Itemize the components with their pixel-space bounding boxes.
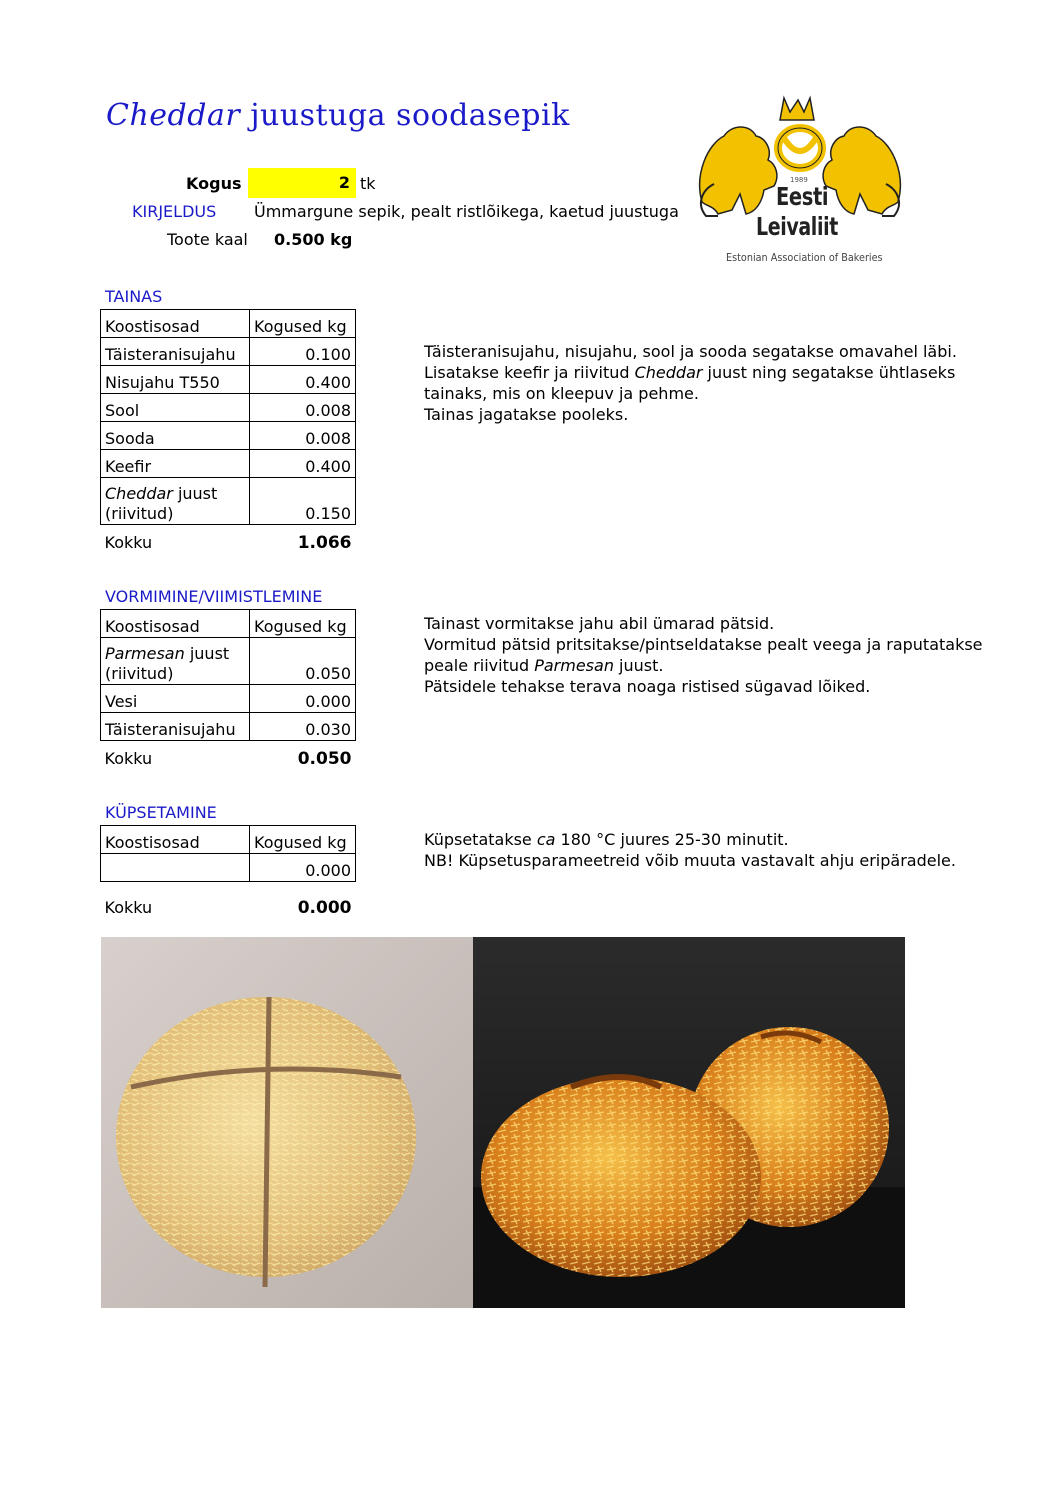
ingredient-qty: 0.008 bbox=[250, 394, 356, 422]
table-row bbox=[101, 638, 356, 685]
col-header-ingredients: Koostisosad bbox=[101, 826, 250, 854]
col-header-ingredients: Koostisosad bbox=[101, 610, 250, 638]
section-heading-vormimine: VORMIMINE/VIIMISTLEMINE bbox=[105, 587, 323, 606]
section-heading-kupsetamine: KÜPSETAMINE bbox=[105, 803, 217, 822]
section-heading-tainas: TAINAS bbox=[105, 287, 163, 306]
ingredient-qty: 0.008 bbox=[250, 422, 356, 450]
logo-line2: Leivaliit bbox=[756, 212, 838, 241]
method-text-vormimine: Tainast vormitakse jahu abil ümarad pätsid. Vormitud pätsid pritsitakse/pintseldatakse pealt veega ja raputatakse peale riivitud Parmesan juust. Pätsidele tehakse terava noaga ristised sügavad lõiked. bbox=[424, 614, 983, 696]
table-row bbox=[101, 854, 356, 882]
col-header-quantity: Kogused kg bbox=[250, 610, 356, 638]
col-header-quantity: Kogused kg bbox=[250, 826, 356, 854]
ingredient-name: Täisteranisujahu bbox=[101, 338, 250, 366]
ingredient-name: Täisteranisujahu bbox=[101, 713, 250, 741]
ingredients-table-tainas bbox=[100, 309, 356, 553]
table-row bbox=[101, 478, 356, 525]
ingredient-name: Sooda bbox=[101, 422, 250, 450]
ingredient-name: Nisujahu T550 bbox=[101, 366, 250, 394]
table-row bbox=[101, 338, 356, 366]
ingredient-qty: 0.000 bbox=[250, 685, 356, 713]
total-label: Kokku bbox=[104, 533, 153, 552]
total-label: Kokku bbox=[104, 898, 153, 917]
table-header bbox=[101, 310, 356, 338]
table-row bbox=[101, 422, 356, 450]
ingredient-qty: 0.050 bbox=[250, 638, 356, 685]
ingredient-name bbox=[101, 854, 250, 882]
ingredient-qty: 0.400 bbox=[250, 366, 356, 394]
table-total-row bbox=[101, 525, 356, 554]
bread-photo bbox=[101, 937, 905, 1308]
ingredient-qty: 0.150 bbox=[250, 478, 356, 525]
kirjeldus-label: KIRJELDUS bbox=[132, 202, 217, 221]
kogus-unit: tk bbox=[360, 174, 376, 193]
ingredients-table-kupsetamine bbox=[100, 825, 356, 918]
eesti-leivaliit-logo bbox=[684, 94, 916, 268]
table-row bbox=[101, 394, 356, 422]
table-total-row bbox=[101, 882, 356, 919]
kogus-value: 2 bbox=[248, 168, 356, 198]
kogus-label: Kogus bbox=[186, 174, 242, 193]
total-value: 0.000 bbox=[297, 898, 352, 918]
ingredient-name: Keefir bbox=[101, 450, 250, 478]
logo-year: 1989 bbox=[790, 176, 808, 184]
ingredient-qty: 0.400 bbox=[250, 450, 356, 478]
logo-line1: Eesti bbox=[776, 182, 829, 211]
table-row bbox=[101, 450, 356, 478]
ingredient-name: Vesi bbox=[101, 685, 250, 713]
toote-kaal-value: 0.500 kg bbox=[274, 230, 353, 249]
ingredient-name: Cheddar juust (riivitud) bbox=[101, 478, 250, 525]
toote-kaal-label: Toote kaal bbox=[167, 230, 248, 249]
table-header bbox=[101, 826, 356, 854]
ingredient-qty: 0.100 bbox=[250, 338, 356, 366]
col-header-ingredients: Koostisosad bbox=[101, 310, 250, 338]
ingredient-name: Sool bbox=[101, 394, 250, 422]
ingredient-qty: 0.000 bbox=[250, 854, 356, 882]
total-label: Kokku bbox=[104, 749, 153, 768]
method-text-tainas: Täisteranisujahu, nisujahu, sool ja sooda segatakse omavahel läbi. Lisatakse keefir ja riivitud Cheddar juust ning segatakse ühtlaseks tainaks, mis on kleepuv ja pehme. Tainas jagatakse pooleks. bbox=[424, 342, 957, 424]
method-text-kupsetamine: Küpsetatakse ca 180 °C juures 25-30 minutit. NB! Küpsetusparameetreid võib muuta vastavalt ahju eripäradele. bbox=[424, 830, 956, 870]
page-title: Cheddar juustuga soodasepik bbox=[106, 98, 570, 133]
ingredient-qty: 0.030 bbox=[250, 713, 356, 741]
table-row bbox=[101, 685, 356, 713]
col-header-quantity: Kogused kg bbox=[250, 310, 356, 338]
table-total-row bbox=[101, 741, 356, 770]
total-value: 0.050 bbox=[297, 749, 352, 769]
ingredient-name: Parmesan juust (riivitud) bbox=[101, 638, 250, 685]
table-header bbox=[101, 610, 356, 638]
logo-subtitle: Estonian Association of Bakeries bbox=[726, 252, 883, 264]
table-row bbox=[101, 713, 356, 741]
total-value: 1.066 bbox=[297, 533, 352, 553]
kirjeldus-text: Ümmargune sepik, pealt ristlõikega, kaetud juustuga bbox=[254, 202, 679, 221]
ingredients-table-vormimine bbox=[100, 609, 356, 769]
bread-photo-image bbox=[101, 937, 905, 1308]
table-row bbox=[101, 366, 356, 394]
